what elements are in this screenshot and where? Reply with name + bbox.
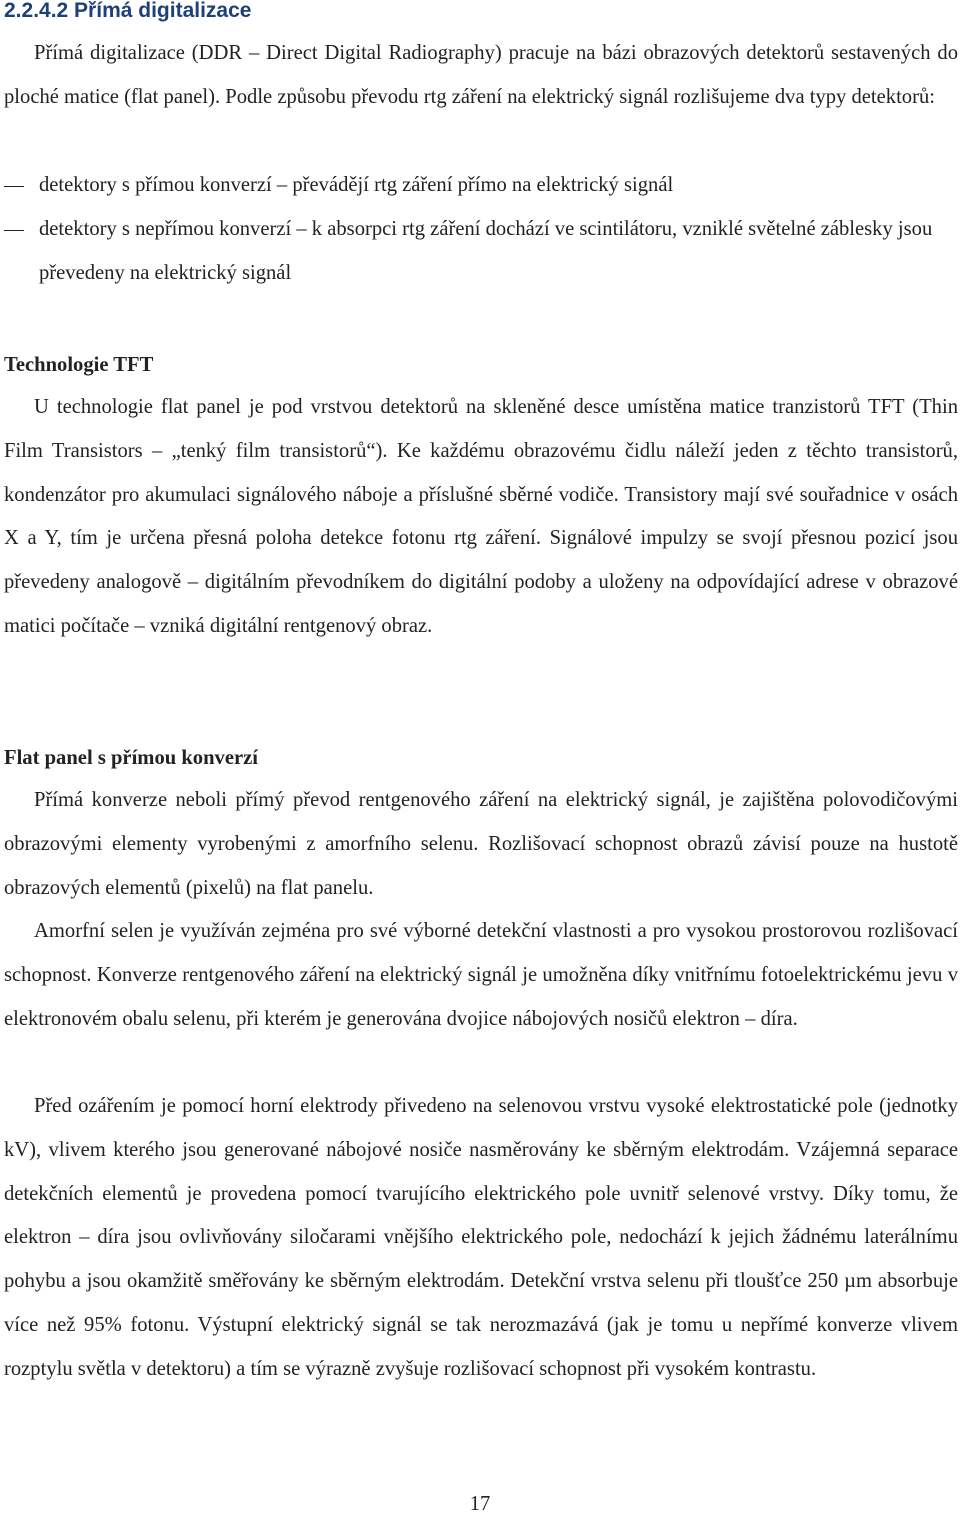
list-item-text: detektory s přímou konverzí – převádějí rtg záření přímo na elektrický signál [39,174,674,196]
intro-paragraph: Přímá digitalizace (DDR – Direct Digital Radiography) pracuje na bázi obrazových detektorů sestavených do ploché matice (flat panel). Podle způsobu převodu rtg záření na elektrický signál rozlišujeme dva typy detektorů: [4,42,958,108]
list-item-text: detektory s nepřímou konverzí – k absorpci rtg záření dochází ve scintilátoru, vzniklé světelné záblesky jsou převedeny na elektrický signál [39,217,933,284]
tft-heading: Technologie TFT [4,354,154,376]
dash-bullet-icon [4,230,24,231]
page-number: 17 [469,1493,491,1515]
tft-paragraph: U technologie flat panel je pod vrstvou detektorů na skleněné desce umístěna matice tranzistorů TFT (Thin Film Transistors – „tenký film transistorů“). Ke každému obrazovému čidlu náleží jeden z těchto transistorů, kondenzátor pro akumulaci signálového náboje a příslušné sběrné vodiče. Transistory mají své souřadnice v osách X a Y, tím je určena přesná poloha detekce fotonu rtg záření. Signálové impulzy se svojí přesnou pozicí jsou převedeny analogově – digitálním převodníkem do digitální podoby a uloženy na odpovídající adrese v obrazové matici počítače – vzniká digitální rentgenový obraz. [4,396,958,637]
dash-bullet-icon [4,186,24,187]
detector-types-list [4,164,958,295]
section-heading: 2.2.4.2 Přímá digitalizace [4,0,252,22]
list-item [4,164,958,208]
list-item [4,208,958,296]
flat-panel-heading: Flat panel s přímou konverzí [4,747,258,769]
flat-panel-paragraph-1: Přímá konverze neboli přímý převod rentgenového záření na elektrický signál, je zajištěna polovodičovými obrazovými elementy vyrobenými z amorfního selenu. Rozlišovací schopnost obrazů závisí pouze na hustotě obrazových elementů (pixelů) na flat panelu. [4,789,958,899]
flat-panel-paragraph-3: Před ozářením je pomocí horní elektrody přivedeno na selenovou vrstvu vysoké elektrostatické pole (jednotky kV), vlivem kterého jsou generované nábojové nosiče nasměrovány ke sběrným elektrodám. Vzájemná separace detekčních elementů je provedena pomocí tvarujícího elektrického pole uvnitř selenové vrstvy. Díky tomu, že elektron – díra jsou ovlivňovány siločarami vnějšího elektrického pole, nedochází k jejich žádnému laterálnímu pohybu a jsou okamžitě směřovány ke sběrným elektrodám. Detekční vrstva selenu při tloušťce 250 µm absorbuje více než 95% fotonu. Výstupní elektrický signál se tak nerozmazává (jak je tomu u nepřímé konverze vlivem rozptylu světla v detektoru) a tím se výrazně zvyšuje rozlišovací schopnost při vysokém kontrastu. [4,1095,958,1380]
flat-panel-paragraph-2: Amorfní selen je využíván zejména pro své výborné detekční vlastnosti a pro vysokou prostorovou rozlišovací schopnost. Konverze rentgenového záření na elektrický signál je umožněna díky vnitřnímu fotoelektrickému jevu v elektronovém obalu selenu, při kterém je generována dvojice nábojových nosičů elektron – díra. [4,920,958,1030]
